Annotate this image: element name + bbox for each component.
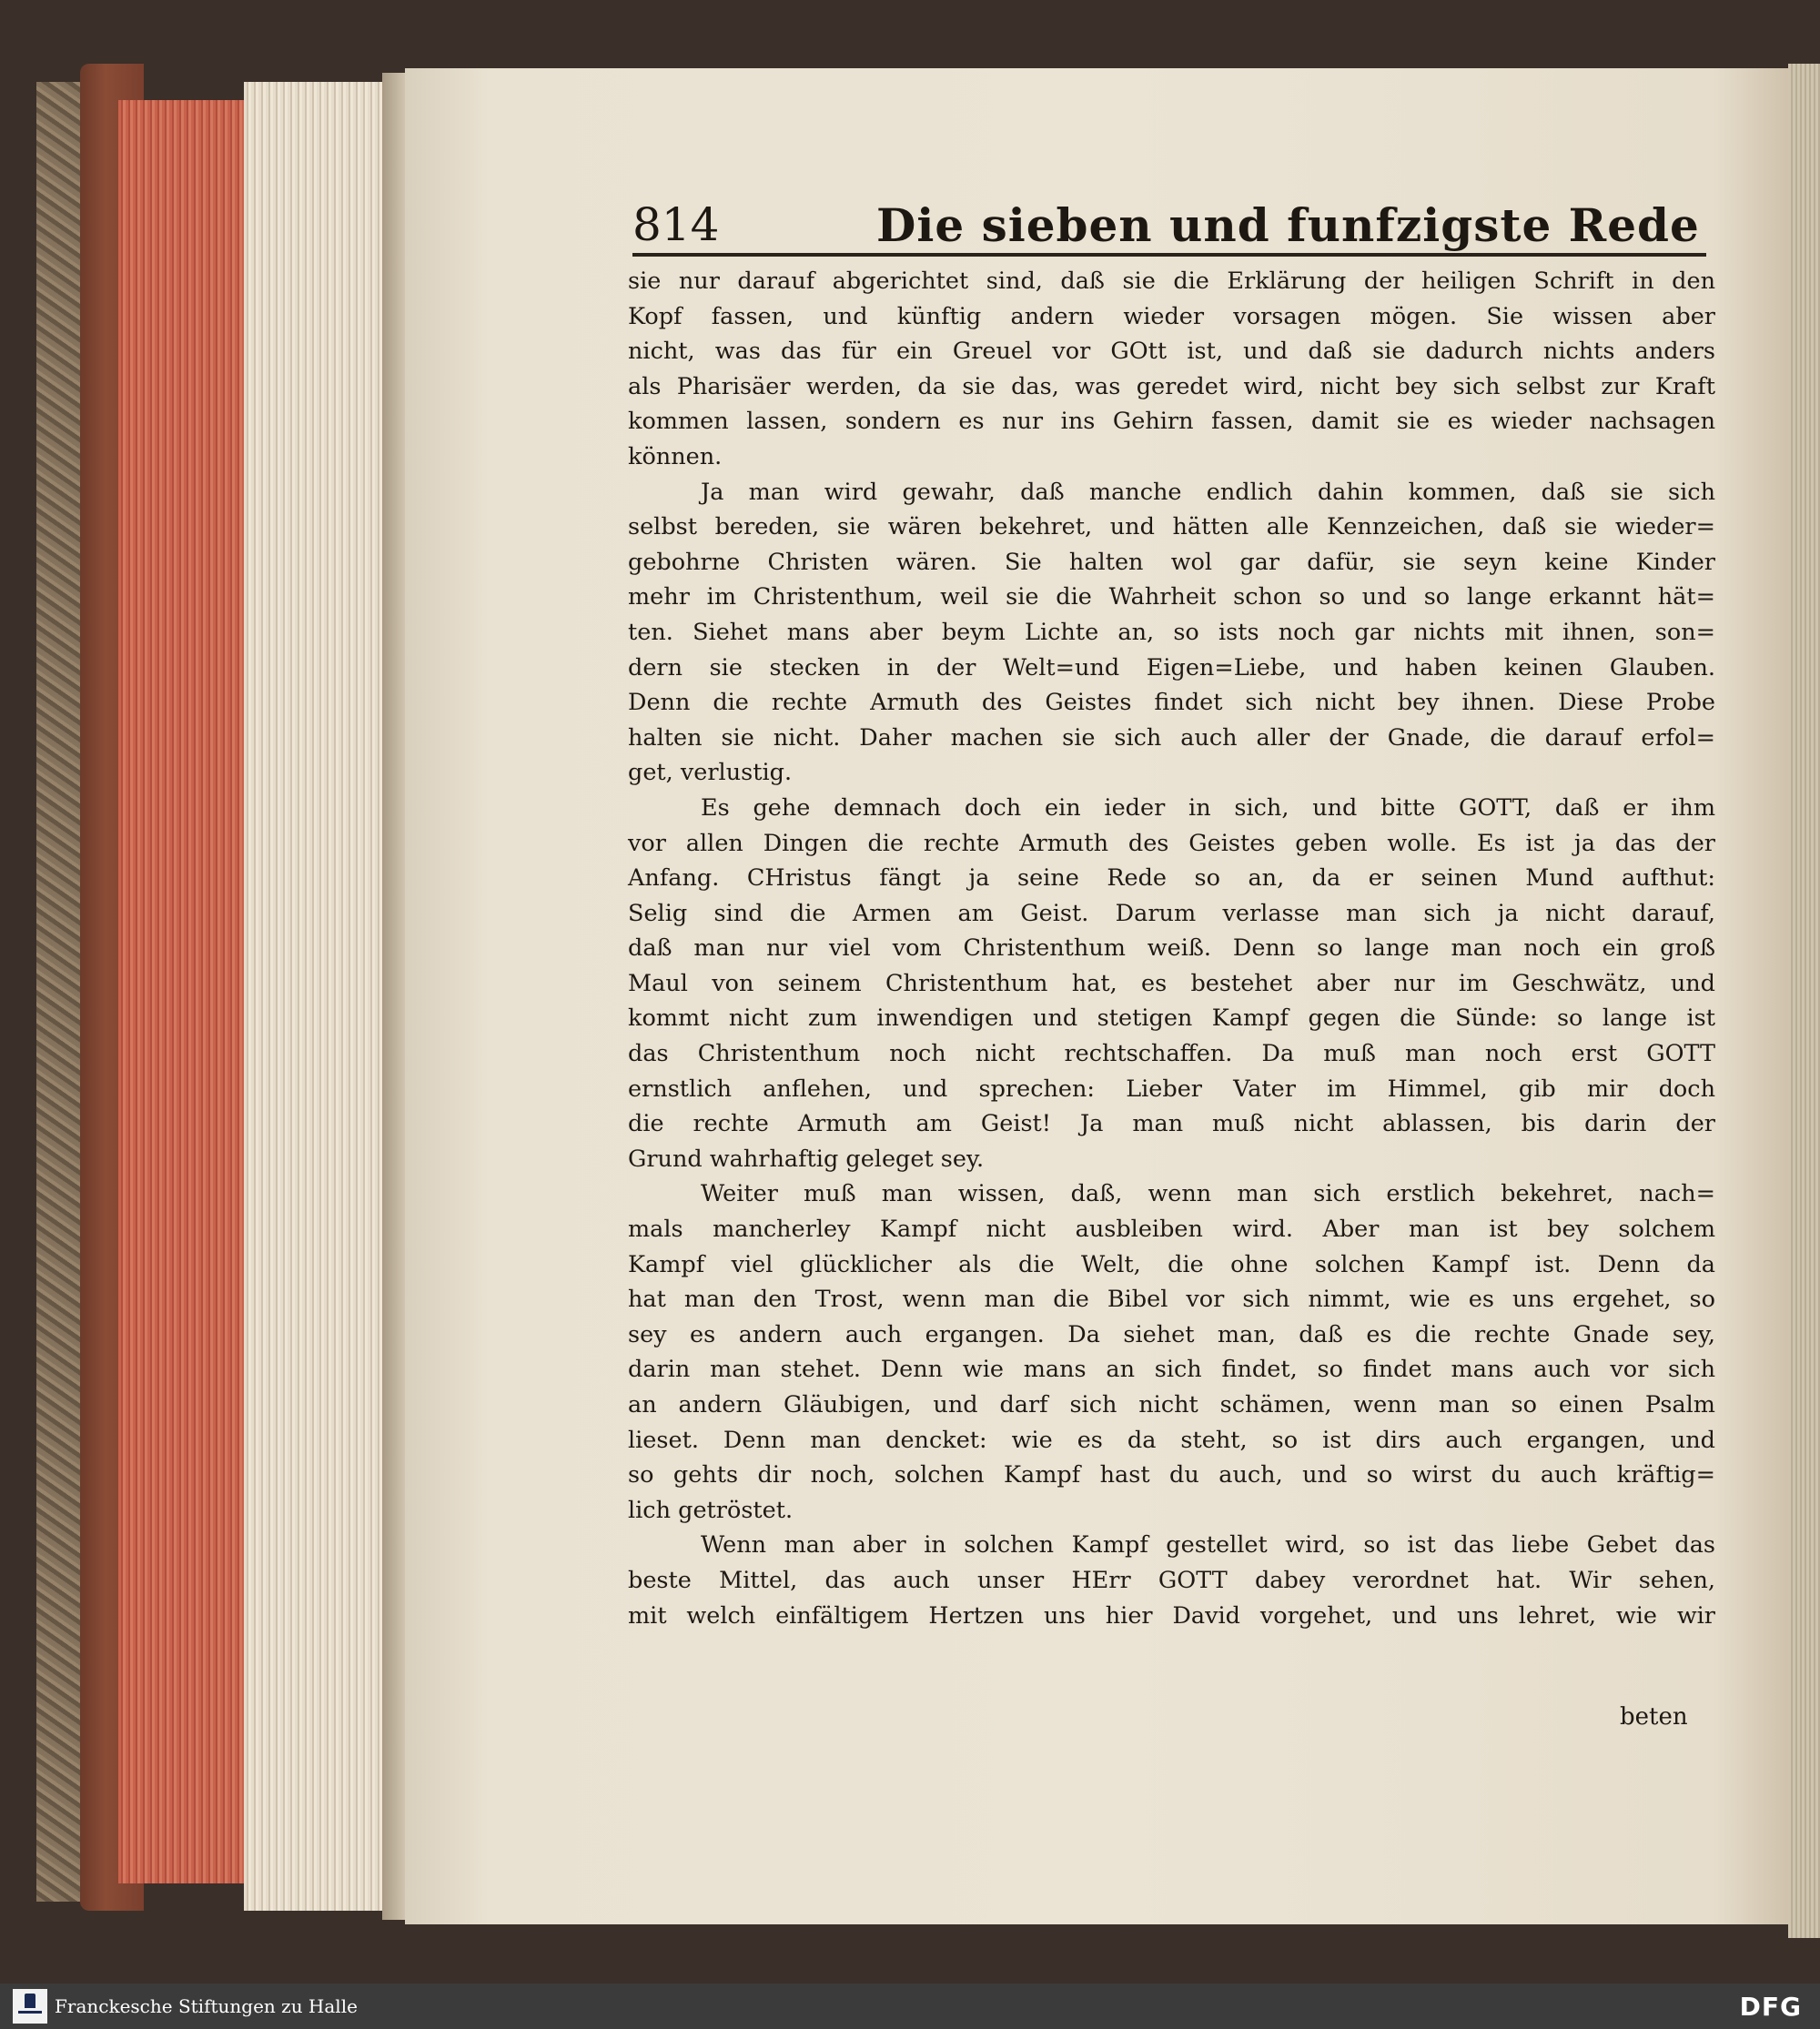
text-line: die rechte Armuth am Geist! Ja man muß nicht ablassen, bis darin der: [628, 1110, 1715, 1138]
text-line: lich getröstet.: [628, 1496, 794, 1524]
text-line: mehr im Christenthum, weil sie die Wahrheit schon so und so lange erkannt hät=: [628, 583, 1715, 611]
text-line: mals mancherley Kampf nicht ausbleiben wird. Aber man ist bey solchem: [628, 1216, 1715, 1244]
right-page-edge: [1788, 64, 1820, 1938]
text-line: sey es andern auch ergangen. Da siehet man, daß es die rechte Gnade sey,: [628, 1320, 1715, 1348]
text-line: ten. Siehet mans aber beym Lichte an, so ists noch gar nichts mit ihnen, son=: [628, 618, 1715, 646]
institution-name[interactable]: Franckesche Stiftungen zu Halle: [55, 1995, 358, 2017]
dfg-logo[interactable]: DFG: [1739, 1992, 1802, 2022]
text-line: können.: [628, 442, 723, 470]
running-title: Die sieben und funfzigste Rede: [876, 198, 1700, 252]
text-line: Weiter muß man wissen, daß, wenn man sich erstlich bekehret, nach=: [701, 1180, 1715, 1208]
text-line: halten sie nicht. Daher machen sie sich auch aller der Gnade, die darauf erfol=: [628, 723, 1715, 752]
text-line: Es gehe demnach doch ein ieder in sich, und bitte GOTT, daß er ihm: [701, 793, 1715, 822]
paragraph-1: [628, 264, 1715, 475]
text-line: beste Mittel, das auch unser HErr GOTT dabey verordnet hat. Wir sehen,: [628, 1566, 1715, 1594]
text-line: daß man nur viel vom Christenthum weiß. Denn so lange man noch ein groß: [628, 934, 1715, 963]
header-rule: [632, 253, 1706, 257]
text-line: get, verlustig.: [628, 759, 793, 787]
text-line: Wenn man aber in solchen Kampf gestellet wird, so ist das liebe Gebet das: [701, 1531, 1715, 1560]
red-page-edges: [118, 100, 246, 1883]
text-line: selbst bereden, sie wären bekehret, und hätten alle Kennzeichen, daß sie wieder=: [628, 513, 1715, 541]
text-line: Kopf fassen, und künftig andern wieder vorsagen mögen. Sie wissen aber: [628, 302, 1715, 330]
text-line: an andern Gläubigen, und darf sich nicht schämen, wenn man so einen Psalm: [628, 1391, 1715, 1418]
text-line: so gehts dir noch, solchen Kampf hast du auch, und so wirst du auch kräftig=: [628, 1461, 1715, 1489]
text-line: Kampf viel glücklicher als die Welt, die ohne solchen Kampf ist. Denn da: [628, 1250, 1715, 1278]
text-line: gebohrne Christen wären. Sie halten wol gar dafür, sie seyn keine Kinder: [628, 548, 1715, 576]
text-line: lieset. Denn man dencket: wie es da steht, so ist dirs auch ergangen, und: [628, 1426, 1715, 1454]
text-line: das Christenthum noch nicht rechtschaffen. Da muß man noch erst GOTT: [628, 1040, 1715, 1068]
paragraph-4: [628, 1176, 1715, 1528]
text-line: Selig sind die Armen am Geist. Darum verlasse man sich ja nicht darauf,: [628, 899, 1715, 927]
page-stack-edges: [244, 82, 394, 1911]
text-line: hat man den Trost, wenn man die Bibel vor sich nimmt, wie es uns ergehet, so: [628, 1286, 1715, 1314]
text-line: sie nur darauf abgerichtet sind, daß sie die Erklärung der heiligen Schrift in den: [628, 268, 1715, 295]
text-line: mit welch einfältigem Hertzen uns hier David vorgehet, und uns lehret, wie wir: [628, 1601, 1715, 1630]
text-line: kommen lassen, sondern es nur ins Gehirn fassen, damit sie es wieder nachsagen: [628, 408, 1715, 436]
page-header: [632, 198, 1706, 253]
text-line: vor allen Dingen die rechte Armuth des Geistes geben wolle. Es ist ja das der: [628, 829, 1715, 857]
viewer-footer: [0, 1984, 1820, 2029]
text-line: Denn die rechte Armuth des Geistes findet sich nicht bey ihnen. Diese Probe: [628, 689, 1715, 717]
text-line: Ja man wird gewahr, daß manche endlich dahin kommen, daß sie sich: [701, 478, 1715, 506]
paragraph-3: [628, 791, 1715, 1177]
text-line: Grund wahrhaftig geleget sey.: [628, 1145, 985, 1173]
paragraph-2: [628, 475, 1715, 791]
text-line: kommt nicht zum inwendigen und stetigen Kampf gegen die Sünde: so lange ist: [628, 1004, 1715, 1033]
logo-base: [18, 2011, 42, 2014]
text-line: nicht, was das für ein Greuel vor GOtt ist, und daß sie dadurch nichts anders: [628, 338, 1715, 366]
paragraph-5: [628, 1528, 1715, 1633]
text-line: darin man stehet. Denn wie mans an sich findet, so findet mans auch vor sich: [628, 1356, 1715, 1384]
institution-logo-icon[interactable]: [13, 1989, 47, 2024]
catchword: beten: [1620, 1703, 1688, 1731]
text-line: dern sie stecken in der Welt=und Eigen=Liebe, und haben keinen Glauben.: [628, 653, 1715, 681]
text-line: ernstlich anflehen, und sprechen: Lieber Vater im Himmel, gib mir doch: [628, 1075, 1715, 1103]
logo-mark: [25, 1994, 35, 2008]
page-number: 814: [632, 198, 720, 251]
body-text: [628, 264, 1715, 1633]
text-line: als Pharisäer werden, da sie das, was geredet wird, nicht bey sich selbst zur Kraft: [628, 372, 1715, 400]
text-line: Maul von seinem Christenthum hat, es bestehet aber nur im Geschwätz, und: [628, 969, 1715, 997]
text-line: Anfang. CHristus fängt ja seine Rede so an, da er seinen Mund aufthut:: [628, 864, 1715, 893]
